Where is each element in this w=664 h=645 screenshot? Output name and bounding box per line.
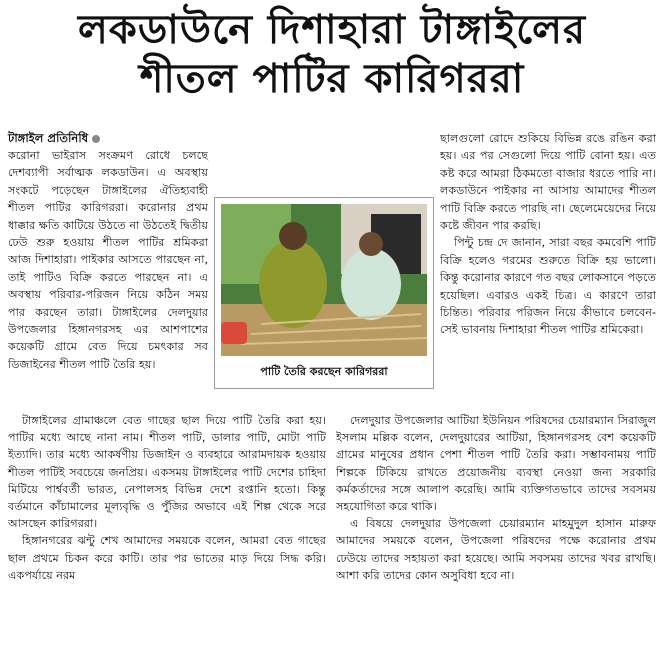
article-paragraph-right-3: দেলদুয়ার উপজেলার আটিয়া ইউনিয়ন পরিষদের চেয়ারম্যান সিরাজুল ইসলাম মল্লিক বলেন, দেলদুয়ারের আটিয়া, হিঙ্গানগরসহ বেশ কয়েকটি গ্রামের মানুষের প্রধান পেশা শীতল পাটি তৈরি করা। সম্ভাবনাময় পাটি শিল্পকে টিকিয়ে রাখতে প্রয়োজনীয় ব্যবস্থা নেওয়া জন্য সরকারি কর্মকর্তাদের সঙ্গে আলাপ করেছি। আমি ব্যক্তিগতভাবে তাদের সবসময় সহযোগিতা করে থাকি।: [336, 414, 656, 514]
right-column-bottom: [336, 412, 656, 584]
byline: [8, 130, 208, 147]
headline-line-1: লকডাউনে দিশাহারা টাঙ্গাইলের: [78, 7, 586, 53]
photo-caption: পাটি তৈরি করছেন কারিগররা: [260, 365, 388, 378]
photo-women-weaving-mats: [221, 204, 427, 356]
headline: [0, 6, 664, 104]
bullet-icon: [92, 135, 100, 143]
right-column-top: [440, 130, 656, 339]
article-paragraph-1: করোনা ভাইরাস সংক্রমণ রোধে চলছে দেশব্যাপী সর্বাত্মক লকডাউন। এ অবস্থায় সংকটে পড়েছেন টাঙ্গাইলের ঐতিহ্যবাহী শীতল পাটির কারিগররা। করোনার প্রথম ধাক্কার ক্ষতি কাটিয়ে উঠতে না উঠতেই দ্বিতীয় ঢেউ শুরু হওয়ায় শীতল পাটির শ্রমিকরা আজ দিশাহারা। পাইকার আসতে পারছেন না, তাই পাটিও বিক্রি করতে পারছেন না। এ অবস্থায় পরিবার-পরিজন নিয়ে কঠিন সময় পার করছেন তারা। টাঙ্গাইলের দেলদুয়ার উপজেলার হিঙ্গানগরসহ এর আশপাশের কয়েকটি গ্রামে বেত দিয়ে চমৎকার সব ডিজাইনের শীতল পাটি তৈরি হয়।: [8, 149, 208, 371]
article-paragraph-right-4: এ বিষয়ে দেলদুয়ার উপজেলা চেয়ারম্যান মাহমুদুল হাসান মারুফ আমাদের সময়কে বলেন, উপজেলা পরিষদের পক্ষে করোনার প্রথম ঢেউয়ে তাদের সহায়তা করা হয়েছে। আমি সবসময় তাদের খবর রাখছি। আশা করি তাদের কোন অসুবিধা হবে না।: [336, 517, 656, 582]
article-paragraph-right-1: ছালগুলো রোদে শুকিয়ে বিভিন্ন রঙে রঙিন করা হয়। এর পর সেগুলো দিয়ে পাটি বোনা হয়। এত কষ্ট করে আমরা ঠিকমতো বাজার ধরতে পারি না। লকডাউনে পাইকার না আসায় আমাদের শীতল পাটি বিক্রি করতে পারছি না। ছেলেমেয়েদের নিয়ে কষ্টে জীবন পার করছি।: [440, 132, 656, 233]
article-paragraph-2: টাঙ্গাইলের গ্রামাঞ্চলে বেত গাছের ছাল দিয়ে পাটি তৈরি করা হয়। পাটির মধ্যে আছে নানা নাম। শীতল পাটি, ডালার পাটি, মোটা পাটি ইত্যাদি। তার মধ্যে আকর্ষণীয় ডিজাইন ও ব্যবহারে আরামদায়ক হওয়ায় শীতল পাটিই সবচেয়ে জনপ্রিয়। একসময় টাঙ্গাইলের পাটি দেশের চাহিদা মিটিয়ে পার্শ্ববর্তী ভারত, নেপালসহ বিভিন্ন দেশে রপ্তানি হতো। কিন্তু বর্তমানে কাঁচামালের মূল্যবৃদ্ধি ও পুঁজির অভাবে এই শিল্প থেকে সরে আসছেন কারিগররা।: [8, 414, 326, 531]
left-column-top: [8, 130, 208, 373]
photo-frame: [214, 197, 434, 389]
headline-line-2: শীতল পাটির কারিগররা: [139, 56, 525, 102]
article-paragraph-3: হিঙ্গানগরের ঝন্টু শেখ আমাদের সময়কে বলেন, আমরা বেত গাছের ছাল প্রথমে চিকন করে কাটি। তার পর ভাতের মাড় দিয়ে সিদ্ধ করি। একপর্যায়ে নরম: [8, 534, 326, 582]
left-column-bottom: [8, 412, 326, 584]
byline-text: টাঙ্গাইল প্রতিনিধি: [8, 131, 89, 145]
article-paragraph-right-2: পিন্টু চন্দ্র দে জানান, সারা বছর কমবেশি পাটি বিক্রি হলেও গরমের শুরুতে বিক্রি হয় ভালো। কিন্তু করোনার কারণে গত বছর লোকসানে পড়তে হয়েছিল। এবারও একই চিত্র। এ কারণে তারা চিন্তিত। পরিবার পরিজন নিয়ে কীভাবে চলবেন- সেই ভাবনায় দিশাহারা শীতল পাটির শ্রমিকেরা।: [440, 236, 656, 337]
